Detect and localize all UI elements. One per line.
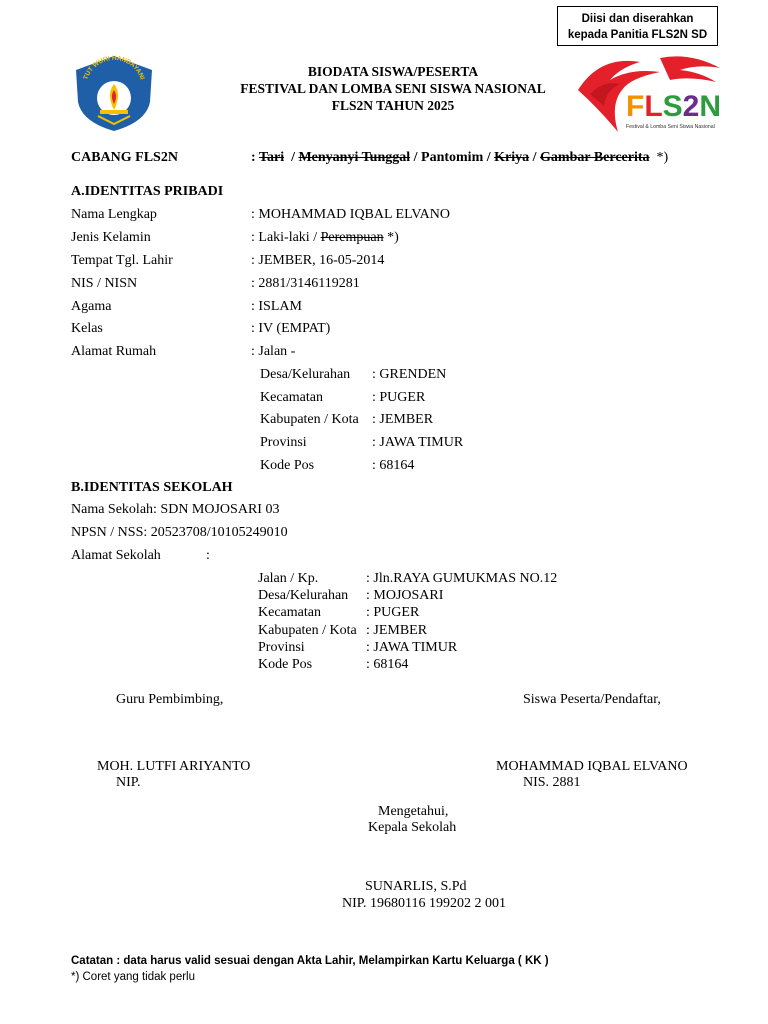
footer-catatan: Catatan : data harus valid sesuai dengan Akta Lahir, Melampirkan Kartu Keluarga ( KK ) xyxy=(71,955,549,967)
kepala-sekolah-label: Kepala Sekolah xyxy=(368,820,457,835)
siswa-nis: NIS. 2881 xyxy=(523,775,581,790)
row-label-jenis-kelamin: Jenis Kelamin xyxy=(71,230,151,245)
row-value-nis: : 2881/3146119281 xyxy=(251,276,360,291)
row-value-ttl: : JEMBER, 16-05-2014 xyxy=(251,253,385,268)
kepala-sekolah-name: SUNARLIS, S.Pd xyxy=(365,879,467,894)
gender-suffix: *) xyxy=(383,230,399,245)
school-address-row-value: : Jln.RAYA GUMUKMAS NO.12 xyxy=(366,571,558,586)
title-line-2: FESTIVAL DAN LOMBA SENI SISWA NASIONAL xyxy=(240,81,546,96)
note-line-1: Diisi dan diserahkan xyxy=(581,13,694,25)
row-value-nama: : MOHAMMAD IQBAL ELVANO xyxy=(251,207,450,222)
title-line-1: BIODATA SISWA/PESERTA xyxy=(307,64,479,79)
school-address-row-value: : JAWA TIMUR xyxy=(366,640,458,655)
cabang-option-menyanyi: Menyanyi Tunggal xyxy=(298,150,411,165)
row-label-kelas: Kelas xyxy=(71,321,103,336)
home-address-label: Kode Pos xyxy=(260,458,315,473)
mengetahui-label: Mengetahui, xyxy=(378,804,449,819)
row-label-ttl: Tempat Tgl. Lahir xyxy=(71,253,173,268)
cabang-separator-pantomim: / Pantomim / xyxy=(410,150,495,165)
school-address-row-value: : 68164 xyxy=(366,657,409,672)
row-value-alamat: : Jalan - xyxy=(251,344,296,359)
siswa-name: MOHAMMAD IQBAL ELVANO xyxy=(496,759,688,774)
cabang-option-kriya: Kriya xyxy=(494,150,530,165)
home-address-value: : JEMBER xyxy=(372,412,434,427)
row-label-agama: Agama xyxy=(71,299,112,314)
fls2n-brand-text: FLS2N xyxy=(626,90,722,123)
home-address-value: : JAWA TIMUR xyxy=(372,435,464,450)
title-line-3: FLS2N TAHUN 2025 xyxy=(331,98,455,113)
row-label-nis: NIS / NISN xyxy=(71,276,138,291)
cabang-colon: : xyxy=(251,150,259,165)
school-address-row-value: : JEMBER xyxy=(366,623,428,638)
school-address-row-label: Kabupaten / Kota xyxy=(258,623,357,638)
home-address-value: : PUGER xyxy=(372,390,426,405)
cabang-option-gambar: Gambar Bercerita xyxy=(540,150,650,165)
school-address-label: Alamat Sekolah xyxy=(71,548,161,563)
school-name: Nama Sekolah: SDN MOJOSARI 03 xyxy=(71,502,280,517)
row-label-alamat: Alamat Rumah xyxy=(71,344,157,359)
guru-name: MOH. LUTFI ARIYANTO xyxy=(97,759,251,774)
home-address-value: : GRENDEN xyxy=(372,367,447,382)
cabang-label: CABANG FLS2N xyxy=(71,150,178,165)
home-address-label: Kabupaten / Kota xyxy=(260,412,359,427)
school-address-colon: : xyxy=(206,548,210,563)
home-address-value: : 68164 xyxy=(372,458,415,473)
cabang-note: *) xyxy=(649,150,669,165)
fls2n-logo xyxy=(570,50,730,136)
home-address-label: Desa/Kelurahan xyxy=(260,367,351,382)
school-address-row-value: : PUGER xyxy=(366,605,420,620)
home-address-label: Provinsi xyxy=(260,435,307,450)
guru-nip: NIP. xyxy=(116,775,141,790)
guru-title: Guru Pembimbing, xyxy=(116,692,224,707)
row-label-nama: Nama Lengkap xyxy=(71,207,157,222)
row-value-kelas: : IV (EMPAT) xyxy=(251,321,331,336)
siswa-title: Siswa Peserta/Pendaftar, xyxy=(523,692,661,707)
gender-prefix: : Laki-laki / xyxy=(251,230,321,245)
school-address-row-label: Provinsi xyxy=(258,640,305,655)
submission-note-box xyxy=(557,6,718,46)
cabang-option-tari: Tari xyxy=(258,150,285,165)
section-a-title: A.IDENTITAS PRIBADI xyxy=(71,184,224,199)
school-address-row-label: Kode Pos xyxy=(258,657,313,672)
cabang-options xyxy=(251,150,668,166)
school-address-row-label: Jalan / Kp. xyxy=(258,571,319,586)
section-b-title: B.IDENTITAS SEKOLAH xyxy=(71,480,233,495)
school-address-row-label: Kecamatan xyxy=(258,605,321,620)
kepala-sekolah-nip: NIP. 19680116 199202 2 001 xyxy=(342,896,506,911)
note-line-2: kepada Panitia FLS2N SD xyxy=(567,29,708,41)
school-address-row-label: Desa/Kelurahan xyxy=(258,588,349,603)
tut-wuri-handayani-logo xyxy=(70,54,158,132)
home-address-label: Kecamatan xyxy=(260,390,323,405)
cabang-separator: / xyxy=(284,150,299,165)
footer-coret: *) Coret yang tidak perlu xyxy=(71,971,196,983)
logo-ring-text: TUT WURI HANDAYANI xyxy=(82,54,146,81)
row-value-agama: : ISLAM xyxy=(251,299,302,314)
fls2n-tagline: Festival & Lomba Seni Siswa Nasional xyxy=(626,124,715,130)
gender-struck: Perempuan xyxy=(320,230,384,245)
school-address-row-value: : MOJOSARI xyxy=(366,588,444,603)
school-npsn: NPSN / NSS: 20523708/10105249010 xyxy=(71,525,288,540)
row-value-jenis-kelamin xyxy=(251,230,399,246)
cabang-separator: / xyxy=(529,150,541,165)
